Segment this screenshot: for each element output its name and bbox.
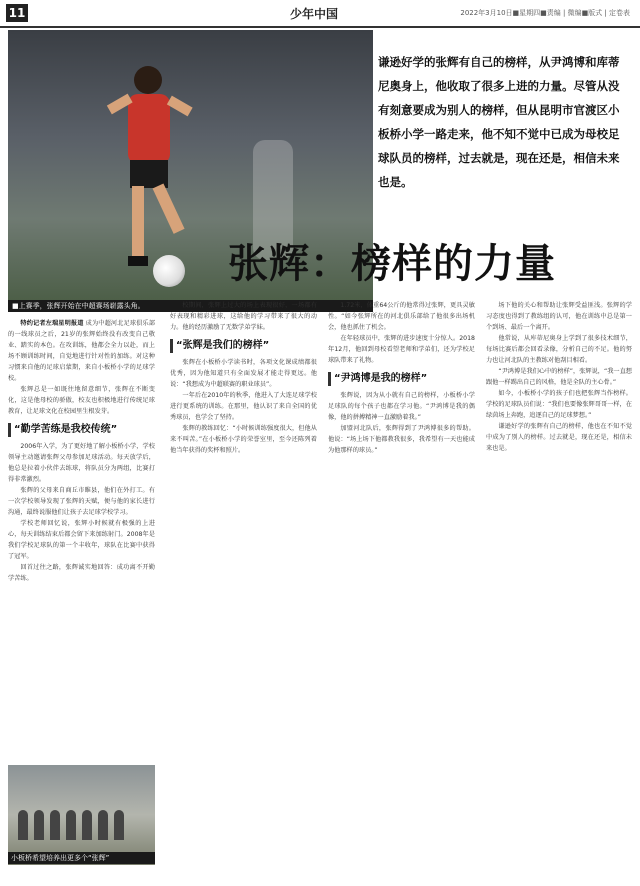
paragraph: 张辉说，因为从小就有自己的榜样，小板桥小学足球队的每个孩子也都在学习他。“尹鸿博是我的偶像，他的拼搏精神一直激励着我。”	[328, 392, 475, 421]
pull-quote-text: 谦逊好学的张辉有自己的榜样，从尹鸿博和库蒂尼奥身上，他收取了很多上进的力量。尽管从没有刻意要成为别人的榜样，但从昆明市官渡区小板桥小学一路走来，他不知不觉中已成为母校足球队员的榜样，过去就是，现在还是，相信未来也是。	[378, 55, 620, 189]
paragraph: 加盟河北队后，张辉得到了尹鸿博很多的帮助。他说：“场上场下他都教我很多，我希望有一天也能成为他那样的球员。”	[328, 425, 475, 454]
pull-quote	[378, 50, 630, 250]
player-silhouette	[88, 60, 198, 290]
paragraph: 张辉的父母来自商丘市睢县，他们在外打工。有一次学校领导发现了张辉的天赋，便与他的家长进行沟通，最终说服他们让孩子去足球学校学习。	[8, 487, 155, 516]
page-header	[0, 0, 640, 28]
article-column-2	[170, 300, 317, 870]
paragraph: 2006年入学，为了更好地了解小板桥小学，学校领导主动邀请张辉父母参加足球活动。每天放学后，他总是拉着小伙伴去练球，将队员分为两组，比赛打得非常激烈。	[8, 443, 155, 483]
paragraph: 在年轻球员中，张辉的进步速度十分惊人。2018年12月，他回到母校看望老师和学弟们，还为学校足球队带来了礼物。	[328, 335, 475, 364]
paragraph: 张辉的教练回忆：“小时候训练强度很大，但他从来不叫苦。”在小板桥小学的荣誉室里，至今还陈列着他当年获得的奖杯和照片。	[170, 425, 317, 454]
paragraph: 如今，小板桥小学的孩子们也把张辉当作榜样。学校的足球队员们说：“我们也要像张辉哥哥一样，在绿茵场上奔跑，追逐自己的足球梦想。”	[486, 390, 632, 419]
students-silhouettes	[18, 810, 145, 855]
lead-photo-caption: ■上赛季，张辉开始在中超赛场崭露头角。	[8, 300, 373, 312]
article-column-1	[8, 318, 155, 763]
school-photo-caption: 小板桥希望培养出更多个“张辉”	[8, 852, 155, 864]
paragraph: 场下他的关心和帮助让张辉受益匪浅。张辉的学习态度也得到了教练组的认可，他在训练中总是第一个到场、最后一个离开。	[486, 302, 632, 331]
paragraph: 谦逊好学的张辉有自己的榜样，他也在不知不觉中成为了别人的榜样。过去就是，现在还是，相信未来也是。	[486, 423, 632, 452]
paragraph: “尹鸿博是我们心中的榜样”，张辉说，“我一直想跟他一样踢出自己的风格，他是全队的主心骨。”	[486, 368, 632, 386]
paragraph: 一年后在2010年的秋季，他进入了大连足球学校进行更系统的训练。在那里，他认识了来自全国的优秀球员，也学会了坚持。	[170, 392, 317, 421]
subheading-2: “张辉是我们的榜样”	[170, 339, 317, 353]
paragraph: 学校老师回忆说，张辉小时候就有极强的上进心，每天训练结束后都会留下来加练射门。2008年是我们学校足球队的第一个丰收年，球队在比赛中获得了冠军。	[8, 520, 155, 560]
article-column-4	[486, 300, 632, 870]
paragraph: 1.72米，体重64公斤的他常得过张辉，更具灵敏性。“如今张辉所在的河北俱乐部给了他很多出场机会，他也抓住了机会。	[328, 302, 475, 331]
paragraph: 他常说，从库蒂尼奥身上学到了很多技术细节，每场比赛后都会回看录像，分析自己的不足。他的努力也让河北队的主教练对他刮目相看。	[486, 335, 632, 364]
subheading-1: “勤学苦练是我校传统”	[8, 423, 155, 437]
school-team-photo	[8, 765, 155, 865]
football	[153, 255, 185, 287]
paragraph: 成为中超河北足球俱乐部的一线球员之后，21岁的张辉始终没有改变自己敬业、踏实的本色。在攻训练，他都会全力以赴，而上场不顾训练时间，自觉地进行针对性的加练。对这种习惯来自他的足球启蒙期，来自小板桥小学的足球学校。	[8, 320, 155, 382]
headline: 张辉：榜样的力量	[228, 240, 556, 287]
issue-meta: 2022年3月10日■星期四■责编 | 微编■版式 | 定卷表	[460, 9, 630, 17]
paragraph: 张辉总是一如既往地留意细节，张辉在不断变化，这是他母校的骄傲，校友也积极地进行传统足球教育，让足球文化在校园里生根发芽。	[8, 386, 155, 415]
page-number: 11	[6, 4, 28, 22]
section-title: 少年中国	[290, 7, 339, 21]
article-column-3	[328, 300, 475, 870]
paragraph: 张辉在小板桥小学读书时，各项文化课成绩都很优秀，因为他知道只有全面发展才能走得更远。他说：“我想成为中超联赛的职业球员”。	[170, 359, 317, 388]
paragraph: 回首过往之路，张辉诚实地回答：成功离不开勤学苦练。	[8, 564, 155, 582]
byline: 特约记者左瑞星明报道	[20, 320, 84, 327]
subheading-3: “尹鸿博是我的榜样”	[328, 372, 475, 386]
paragraph: 校期间，张辉上过大的场上表现很好，一场都有好表现和精彩进球，这给他的学习带来了很大的动力。他的经历激励了无数学弟学妹。	[170, 302, 317, 331]
